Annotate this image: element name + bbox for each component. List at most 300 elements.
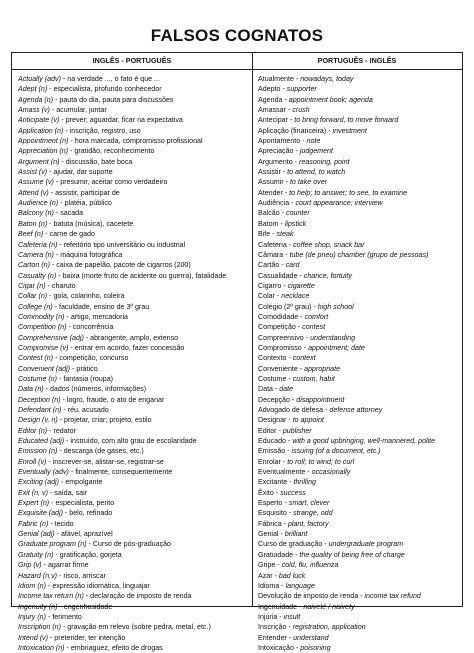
list-item (258, 622, 462, 632)
translation: gratificação, gorjeta (59, 550, 122, 559)
translation: cold, flu, influenza (281, 561, 339, 570)
separator: - (43, 230, 50, 239)
translation: reasoning, point (299, 157, 350, 166)
separator: - (273, 488, 281, 497)
translation: appropriate (304, 364, 341, 373)
list-item (258, 436, 462, 446)
separator: - (59, 157, 66, 166)
term: Convenient (adj) (18, 364, 71, 373)
separator: - (278, 530, 285, 539)
term: Êxito (258, 488, 274, 497)
list-item (18, 446, 252, 456)
term: Advogado de defesa (258, 406, 324, 414)
list-item (258, 208, 462, 218)
term: Apreciação (258, 147, 294, 156)
term: Actually (adv) (18, 75, 61, 83)
term: Casualty (n) (18, 271, 57, 280)
translation: entrar em acordo, fazer concessão (74, 343, 185, 352)
term: Grip (v) (18, 561, 42, 570)
term: Gratuidade (258, 550, 294, 559)
list-item (18, 271, 252, 281)
separator: - (272, 385, 280, 394)
list-item (18, 291, 252, 301)
separator: - (322, 540, 329, 549)
term: Costume (258, 374, 287, 383)
list-item (18, 229, 252, 239)
translation: investment (332, 126, 367, 135)
translation: pauta do dia, pauta para discussões (59, 95, 174, 104)
term: Baton (n) (18, 219, 48, 228)
term: Exit (n, v) (18, 488, 48, 497)
list-item (258, 612, 462, 622)
list-item (18, 260, 252, 270)
term: Editor (n) (18, 426, 48, 435)
term: Assumir (258, 178, 284, 187)
separator: - (68, 343, 75, 352)
separator: - (276, 426, 283, 435)
separator: - (280, 457, 288, 466)
term: Apontamento (258, 137, 301, 146)
term: Idiom (n) (18, 581, 46, 590)
translation: crush (292, 106, 310, 115)
separator: - (277, 612, 284, 621)
translation: success (280, 488, 306, 497)
separator: - (283, 178, 290, 187)
list-item (258, 581, 462, 591)
separator: - (279, 581, 286, 590)
term: Excitante (258, 478, 288, 487)
term: Application (n) (18, 126, 64, 135)
list-item (258, 322, 462, 332)
translation: redator (53, 426, 76, 435)
translation: strange, odd (293, 509, 333, 518)
term: Commodity (n) (18, 312, 65, 321)
separator: - (326, 126, 333, 135)
translation: to attend, to watch (287, 168, 346, 177)
list-item (18, 208, 252, 218)
term: Audiência (258, 199, 290, 208)
term: Assist (v) (18, 168, 48, 177)
list-item (18, 581, 252, 591)
separator: - (283, 250, 290, 259)
translation: undergraduate program (328, 540, 404, 549)
list-item (18, 105, 252, 115)
translation: dados (números, informações) (49, 385, 147, 394)
list-item (18, 467, 252, 477)
separator: - (286, 623, 293, 632)
term: Intoxication (n) (18, 643, 65, 652)
term: Eventually (adv) (18, 468, 69, 477)
separator: - (53, 95, 60, 104)
translation: máquina fotográfica (60, 250, 123, 259)
list-item (18, 353, 252, 363)
term: Cafeteria (258, 240, 287, 249)
translation: afável, aprazível (60, 530, 113, 539)
translation: concorrência (72, 323, 114, 332)
separator: - (47, 292, 54, 301)
separator: - (297, 602, 304, 611)
separator: - (49, 261, 57, 270)
list-item (258, 498, 462, 508)
translation: necklace (281, 292, 310, 301)
list-item (18, 95, 252, 105)
term: Idioma (258, 581, 280, 590)
term: Azar (258, 571, 273, 580)
portuguese-english-header: PORTUGUÊS - INGLÊS (252, 53, 462, 70)
term: Antecipar (258, 116, 288, 125)
separator: - (279, 209, 287, 218)
translation: cigarette (287, 281, 315, 290)
translation: faculdade, ensino de 3º grau (59, 302, 150, 311)
list-item (18, 384, 252, 394)
term: Educated (adj) (18, 437, 65, 446)
list-item (18, 477, 252, 487)
term: Contest (n) (18, 354, 54, 363)
separator: - (289, 395, 297, 404)
translation: ferimento (52, 612, 82, 621)
translation: saída, sair (54, 488, 88, 497)
list-item (258, 539, 462, 549)
separator: - (57, 374, 64, 383)
term: Adepto (258, 85, 281, 94)
separator: - (281, 519, 288, 528)
term: Gripe (258, 561, 276, 570)
translation: thrilling (293, 478, 316, 487)
english-portuguese-column (12, 53, 253, 652)
list-item (258, 426, 462, 436)
separator: - (287, 478, 294, 487)
list-item (18, 157, 252, 167)
term: Enrolar (258, 457, 281, 466)
translation: caixa de papelão, pacote de cigarros (200) (56, 261, 191, 270)
translation: smart, clever (288, 499, 330, 508)
term: Educado (258, 437, 287, 446)
list-item (18, 177, 252, 187)
separator: - (83, 333, 91, 342)
term: Curso de graduação (258, 540, 323, 549)
english-portuguese-header: INGLÊS - PORTUGUÊS (12, 53, 252, 70)
list-item (18, 498, 252, 508)
list-item (258, 467, 462, 477)
translation: acumular, juntar (56, 106, 107, 115)
list-item (18, 488, 252, 498)
term: Assistir (258, 168, 281, 177)
list-item (258, 105, 462, 115)
separator: - (286, 437, 293, 446)
translation: appointment; date (308, 343, 365, 352)
separator: - (279, 261, 286, 270)
translation: date (279, 385, 294, 394)
list-item (18, 219, 252, 229)
separator: - (45, 281, 52, 290)
separator: - (47, 219, 54, 228)
term: Injury (n) (18, 612, 46, 621)
list-item (18, 188, 252, 198)
separator: - (53, 550, 60, 559)
list-item (18, 333, 252, 343)
translation: sacada (60, 209, 84, 218)
list-item (258, 446, 462, 456)
term: Exciting (adj) (18, 478, 60, 487)
term: Attend (v) (18, 188, 49, 197)
separator: - (46, 612, 53, 621)
separator: - (300, 137, 307, 146)
list-item (258, 167, 462, 177)
translation: brilliant (284, 530, 308, 539)
separator: - (58, 199, 65, 208)
separator: - (274, 292, 282, 301)
translation: issuing (of a document, etc.) (291, 447, 381, 456)
separator: - (301, 343, 309, 352)
list-item (258, 395, 462, 405)
list-item (258, 560, 462, 570)
list-item (258, 260, 462, 270)
translation: court appearance; interview (295, 199, 383, 208)
term: Costume (n) (18, 374, 58, 383)
translation: understanding (310, 333, 356, 342)
list-item (18, 426, 252, 436)
term: Camera (n) (18, 250, 54, 259)
list-item (258, 415, 462, 425)
list-item (258, 95, 462, 105)
separator: - (311, 302, 318, 311)
translation: registration, application (292, 623, 366, 632)
term: Batom (258, 219, 279, 228)
separator: - (292, 157, 300, 166)
translation: expressão idiomática, linguajar (52, 581, 150, 590)
term: Emissão (258, 447, 286, 456)
list-item (18, 198, 252, 208)
list-item (18, 436, 252, 446)
term: Inscription (n) (18, 623, 61, 632)
list-item (258, 374, 462, 384)
term: Gratuity (n) (18, 550, 54, 559)
list-item (18, 622, 252, 632)
term: Graduate program (n) (18, 540, 87, 549)
term: Ingenuidade (258, 602, 298, 611)
list-item (258, 146, 462, 156)
translation: appointment book; agenda (288, 95, 373, 104)
list-item (258, 633, 462, 643)
translation: chance, fortuity (303, 271, 352, 280)
list-item (258, 405, 462, 415)
translation: naiveté / naivety (303, 602, 355, 611)
translation: comfort (304, 312, 329, 321)
translation: prever; aguardar, ficar na expectativa (65, 116, 183, 125)
list-item (18, 405, 252, 415)
term: Expert (n) (18, 499, 50, 508)
term: Compreensivo (258, 333, 304, 342)
term: Cafeteria (n) (18, 240, 58, 249)
separator: - (49, 499, 56, 508)
separator: - (297, 271, 304, 280)
term: Entender (258, 633, 287, 642)
term: Adept (n) (18, 85, 48, 94)
list-item (258, 477, 462, 487)
list-item (18, 457, 252, 467)
separator: - (52, 302, 60, 311)
term: Competição (258, 323, 296, 332)
separator: - (286, 374, 293, 383)
term: Assume (v) (18, 178, 54, 187)
separator: - (47, 168, 54, 177)
term: Compromisso (258, 343, 302, 352)
translation: pretender, ter intenção (54, 633, 126, 642)
term: Agenda (258, 95, 283, 104)
separator: - (47, 488, 55, 497)
list-item (18, 529, 252, 539)
list-item (18, 643, 252, 653)
separator: - (46, 581, 53, 590)
translation: belo, refinado (69, 509, 113, 518)
term: Hazard (n,v) (18, 571, 58, 580)
list-item (258, 302, 462, 312)
term: Contexto (258, 354, 287, 363)
term: Competition (n) (18, 323, 67, 332)
term: Atualmente (258, 75, 294, 83)
list-item (258, 519, 462, 529)
list-item (258, 115, 462, 125)
term: Câmara (258, 250, 284, 259)
list-item (258, 219, 462, 229)
separator: - (287, 116, 295, 125)
separator: - (64, 312, 71, 321)
separator: - (285, 447, 292, 456)
list-item (258, 240, 462, 250)
portuguese-english-list (252, 70, 462, 653)
list-item (258, 198, 462, 208)
list-item (258, 550, 462, 560)
translation: tecido (54, 519, 74, 528)
list-item (18, 136, 252, 146)
translation: insult (283, 612, 301, 621)
translation: réu, acusado (67, 406, 109, 414)
list-item (18, 612, 252, 622)
term: Emission (n) (18, 447, 58, 456)
translation: descarga (de gases, etc.) (63, 447, 144, 456)
term: Deception (n) (18, 395, 61, 404)
translation: high school (317, 302, 354, 311)
separator: - (286, 416, 293, 425)
translation: contest (302, 323, 326, 332)
separator: - (60, 75, 68, 83)
translation: bad luck (278, 571, 306, 580)
translation: refeitório tipo universitário ou industrial (63, 240, 186, 249)
translation: with a good upbringing, well-mannered, polite (292, 437, 436, 446)
translation: logro, fraude, o ato de enganar (66, 395, 165, 404)
translation: ajudar, dar suporte (53, 168, 113, 177)
term: Agenda (n) (18, 95, 54, 104)
list-item (18, 146, 252, 156)
term: Appreciation (n) (18, 147, 69, 156)
translation: artigo, mercadoria (70, 312, 128, 321)
list-item (258, 602, 462, 612)
list-item (258, 250, 462, 260)
list-item (18, 240, 252, 250)
term: Bife (258, 230, 271, 239)
separator: - (286, 240, 294, 249)
list-item (18, 74, 252, 84)
separator: - (305, 468, 312, 477)
translation: language (285, 581, 315, 590)
separator: - (278, 219, 285, 228)
translation: the quality of being free of charge (299, 550, 405, 559)
translation: inscrever-se, alistar-se, registrar-se (52, 457, 164, 466)
translation: finalmente, consequentemente (75, 468, 173, 477)
translation: risco, arriscar (63, 571, 106, 580)
list-item (18, 343, 252, 353)
list-item (258, 229, 462, 239)
translation: to appoint (292, 416, 324, 425)
translation: competição, concurso (59, 354, 129, 363)
translation: declaração de imposto de renda (90, 592, 192, 601)
translation: nowadays, today (300, 75, 354, 83)
separator: - (68, 147, 75, 156)
list-item (18, 281, 252, 291)
translation: lipstick (284, 219, 307, 228)
separator: - (293, 147, 300, 156)
translation: charuto (51, 281, 76, 290)
list-item (258, 508, 462, 518)
separator: - (286, 633, 294, 642)
list-item (258, 457, 462, 467)
translation: carne de gado (49, 230, 95, 239)
separator: - (57, 602, 64, 611)
list-item (18, 364, 252, 374)
translation: publisher (282, 426, 312, 435)
separator: - (66, 323, 73, 332)
portuguese-english-column (252, 53, 462, 652)
list-item (258, 74, 462, 84)
translation: plant, factory (287, 519, 329, 528)
term: Audience (n) (18, 199, 59, 208)
translation: inscrição, registro, uso (69, 126, 141, 135)
separator: - (48, 519, 55, 528)
separator: - (286, 106, 293, 115)
term: Amass (v) (18, 106, 50, 115)
list-item (18, 312, 252, 322)
term: Defendant (n) (18, 406, 62, 414)
list-item (18, 126, 252, 136)
term: Anticipate (v) (18, 116, 60, 125)
separator: - (272, 571, 279, 580)
separator: - (286, 509, 294, 518)
term: Comprehensive (adj) (18, 333, 84, 342)
translation: occasionally (311, 468, 351, 477)
list-item (258, 384, 462, 394)
separator: - (293, 75, 301, 83)
translation: supporter (286, 85, 317, 94)
term: Income tax return (n) (18, 592, 84, 601)
translation: disappointment (296, 395, 345, 404)
separator: - (70, 364, 77, 373)
translation: custom, habit (292, 374, 335, 383)
separator: - (62, 509, 70, 518)
separator: - (293, 643, 301, 652)
term: Collar (n) (18, 292, 48, 301)
separator: - (282, 95, 289, 104)
translation: counter (286, 209, 310, 218)
list-item (18, 539, 252, 549)
term: Compromise (v) (18, 343, 69, 352)
list-item (18, 302, 252, 312)
term: Esperto (258, 499, 283, 508)
separator: - (57, 571, 64, 580)
list-item (258, 333, 462, 343)
separator: - (68, 468, 76, 477)
term: Carton (n) (18, 261, 50, 270)
translation: defense attorney (329, 406, 383, 414)
